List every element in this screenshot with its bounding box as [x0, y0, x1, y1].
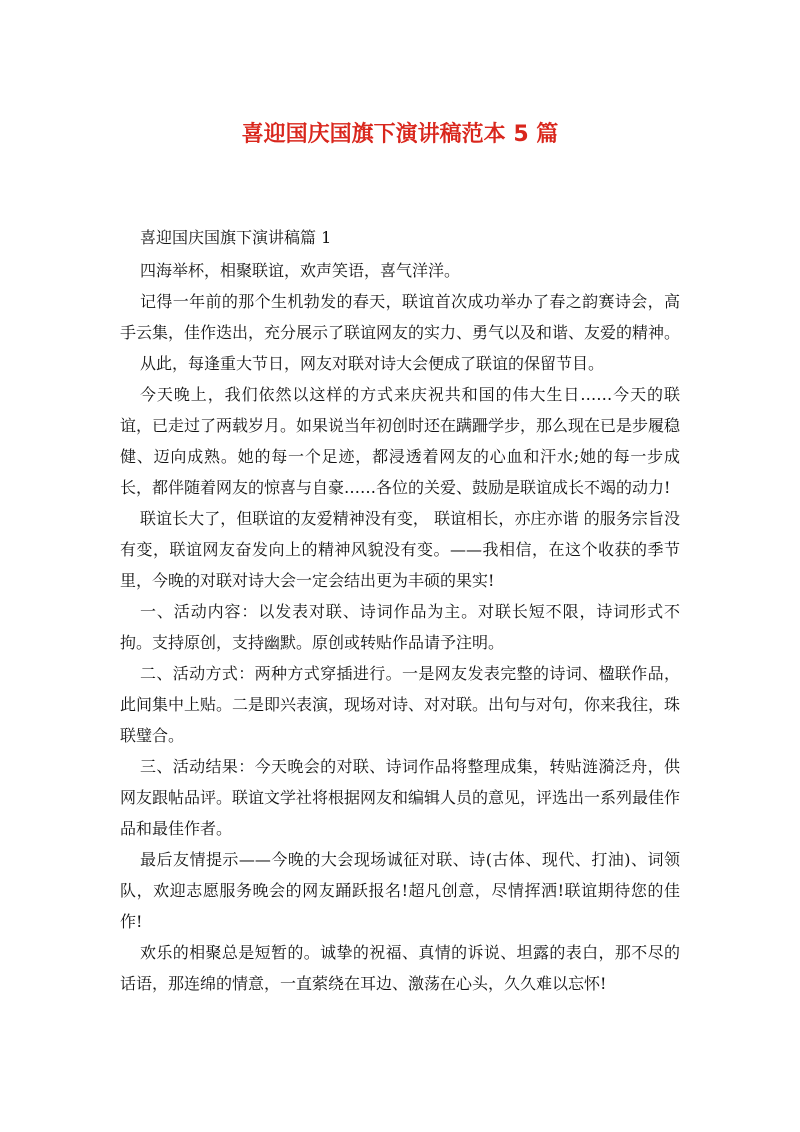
- paragraph: 记得一年前的那个生机勃发的春天，联谊首次成功举办了春之韵赛诗会，高手云集，佳作迭出，充分展示了联谊网友的实力、勇气以及和谐、友爱的精神。: [120, 292, 681, 342]
- paragraph: 最后友情提示——今晚的大会现场诚征对联、诗(古体、现代、打油)、词领队，欢迎志愿服务晚会的网友踊跃报名!超凡创意，尽情挥洒!联谊期待您的佳作!: [120, 850, 680, 931]
- paragraph: 欢乐的相聚总是短暂的。诚挚的祝福、真情的诉说、坦露的表白，那不尽的话语，那连绵的情意，一直萦绕在耳边、激荡在心头，久久难以忘怀!: [120, 943, 680, 993]
- document-title: 喜迎国庆国旗下演讲稿范本 5 篇: [241, 122, 559, 147]
- paragraph: 二、活动方式：两种方式穿插进行。一是网友发表完整的诗词、楹联作品，此间集中上贴。二是即兴表演，现场对诗、对对联。出句与对句，你来我往，珠联璧合。: [120, 664, 681, 745]
- paragraph: 联谊长大了，但联谊的友爱精神没有变， 联谊相长，亦庄亦谐 的服务宗旨没有变，联谊网友奋发向上的精神风貌没有变。——我相信，在这个收获的季节里，今晚的对联对诗大会一定会结出更为丰硕的果实!: [120, 509, 680, 590]
- section-heading: 喜迎国庆国旗下演讲稿篇 1: [140, 228, 332, 247]
- paragraph: 四海举杯，相聚联谊，欢声笑语，喜气洋洋。: [140, 261, 461, 280]
- paragraph: 一、活动内容：以发表对联、诗词作品为主。对联长短不限，诗词形式不拘。支持原创，支持幽默。原创或转贴作品请予注明。: [120, 602, 680, 652]
- paragraph: 三、活动结果：今天晚会的对联、诗词作品将整理成集，转贴涟漪泛舟，供网友跟帖品评。联谊文学社将根据网友和编辑人员的意见，评选出一系列最佳作品和最佳作者。: [120, 757, 681, 838]
- paragraph: 今天晚上，我们依然以这样的方式来庆祝共和国的伟大生日……今天的联谊，已走过了两载岁月。如果说当年初创时还在蹒跚学步，那么现在已是步履稳健、迈向成熟。她的每一个足迹，都浸透着网友的心血和汗水;她的每一步成长，都伴随着网友的惊喜与自豪……各位的关爱、鼓励是联谊成长不竭的动力!: [120, 385, 681, 497]
- paragraph: 从此，每逢重大节日，网友对联对诗大会便成了联谊的保留节目。: [140, 354, 605, 373]
- document-body: [120, 222, 680, 999]
